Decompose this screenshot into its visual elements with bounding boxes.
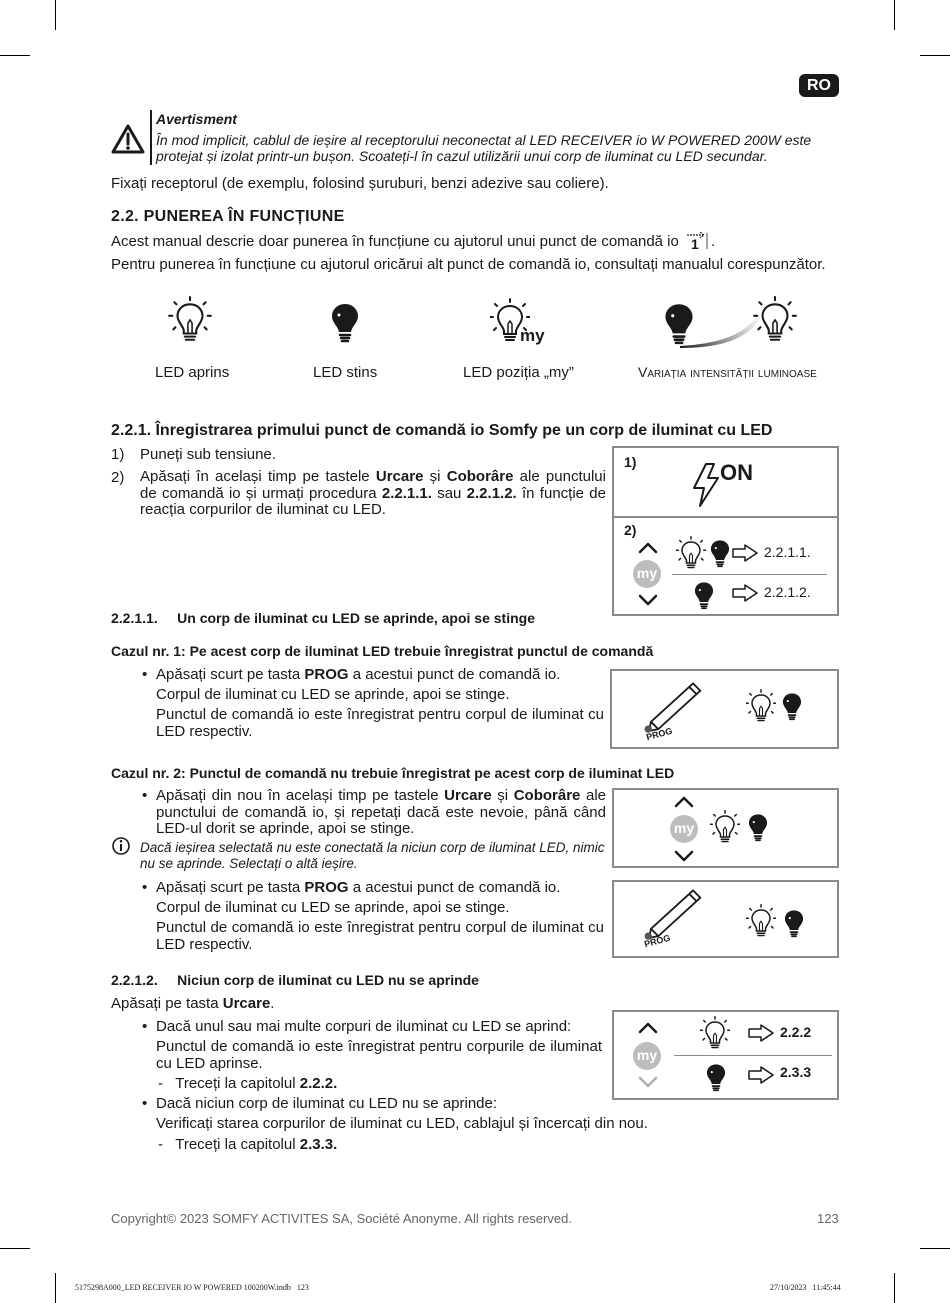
led-off-icon [702,1060,730,1094]
crop-mark [0,1248,30,1249]
down-arrow-icon [638,1076,658,1088]
warning-icon [111,124,145,154]
control-point-icon: 1 [685,234,711,250]
divider [672,574,827,575]
figure-up-result [612,1010,839,1100]
my-button-icon: my [633,1042,661,1070]
led-off-icon [706,536,734,570]
ref-2-2-2: 2.2.2 [780,1024,812,1040]
crop-mark [55,1273,56,1303]
arrow-right-icon [748,1024,774,1042]
step-2-number: 2) [111,469,125,486]
b2-dash: - Treceți la capitolul 2.3.3. [158,1136,338,1153]
case-1-title: Cazul nr. 1: Pe acest corp de iluminat LED trebuie înregistrat punctul de comandă [111,643,654,659]
crop-mark [920,1248,950,1249]
step-1-number: 1) [111,446,125,463]
prog-label: PROG [645,725,674,743]
case-2-bullet-2: • Apăsați scurt pe tasta PROG a acestui punct de comandă io. [156,879,560,896]
led-off-icon [778,689,806,723]
section-2-2-line1: Acest manual descrie doar punerea în funcțiune cu ajutorul unui punct de comandă io 1 . [111,233,716,253]
crop-mark [894,0,895,30]
my-button-icon: my [633,560,661,588]
lightning-icon [692,462,720,508]
pen-icon [640,681,704,737]
warning-rule [150,110,152,165]
crop-mark [0,55,30,56]
print-date: 27/10/2023 11:45:44 [770,1283,841,1292]
arrow-right-icon [748,1066,774,1084]
b1-dash: - Treceți la capitolul 2.2.2. [158,1075,338,1092]
my-button-icon: my [670,815,698,843]
up-arrow-icon [638,542,658,554]
section-2-2-1-1-title: 2.2.1.1. Un corp de iluminat cu LED se aprinde, apoi se stinge [111,610,535,626]
led-on-icon [700,1016,730,1052]
info-icon [111,836,131,856]
fix-text: Fixați receptorul (de exemplu, folosind șuruburi, benzi adezive sau coliere). [111,175,609,192]
figure-cycle [612,788,839,868]
prog-label: PROG [643,932,672,950]
figure-2-label: 2) [624,522,637,538]
up-arrow-icon [638,1022,658,1034]
led-off-icon [780,906,808,940]
warning-text-1: În mod implicit, cablul de ieșire al receptorului neconectat al LED RECEIVER io W POWERED 200W este [156,132,812,148]
warning-title: Avertisment [156,111,237,127]
step-2-text: Apăsați în același timp pe tastele Urcare și Coborâre ale punctului de comandă io și urmați procedura 2.2.1.1. sau 2.2.1.2. în funcție de reacția corpurilor de iluminat cu LED. [140,468,606,518]
section-2-2-line2: Pentru punerea în funcțiune cu ajutorul oricărui alt punct de comandă io, consultați manualul corespunzător. [111,256,826,273]
case-2-bullet-1: • Apăsați din nou în același timp pe tastele Urcare și Coborâre ale punctului de comandă io, și repetați dacă este nevoie, până când LED-ul dorit se aprinde, apoi se stinge. [156,788,606,838]
section-2-2-1-2-title: 2.2.1.2. Niciun corp de iluminat cu LED nu se aprinde [111,972,479,988]
warning-text-2: protejat și izolat printr-un bușon. Scoateți-l în cazul utilizării unui corp de iluminat cu LED secundar. [156,148,768,164]
copyright: Copyright© 2023 SOMFY ACTIVITES SA, Société Anonyme. All rights reserved. [111,1211,572,1226]
b2-bullet: • Dacă niciun corp de iluminat cu LED nu se aprinde: [156,1095,497,1112]
legend-led-on: LED aprins [155,364,230,381]
case-1-line-3: Punctul de comandă io este înregistrat pentru corpul de iluminat cu LED respectiv. [156,706,604,740]
variation-on-icon [753,296,797,346]
crop-mark [894,1273,895,1303]
led-off-icon [744,810,772,844]
case-1-bullet: • Apăsați scurt pe tasta PROG a acestui punct de comandă io. [156,666,560,683]
section-2-2-1-title: 2.2.1. Înregistrarea primului punct de comandă io Somfy pe un corp de iluminat cu LED [111,422,773,439]
file-info: 5175298A000_LED RECEIVER IO W POWERED 100200W.indb 123 [75,1283,309,1292]
ref-2-2-1-2: 2.2.1.2. [764,584,811,600]
figure-prog-2 [612,880,839,958]
pen-icon [640,888,704,944]
led-on-icon [710,810,740,846]
info-text: Dacă ieșirea selectată nu este conectată la niciun corp de iluminat LED, nimic nu se aprinde. Selectați o altă ieșire. [140,840,605,871]
led-off-icon [325,298,365,346]
b2-line-2: Verificați starea corpurilor de iluminat cu LED, cablajul și încercați din nou. [156,1115,648,1132]
press-up-text: Apăsați pe tasta Urcare. [111,995,275,1012]
figure-prog-1 [610,669,839,749]
up-arrow-icon [674,796,694,808]
legend-led-off: LED stins [313,364,378,381]
language-badge: RO [799,74,839,97]
on-label: ON [720,460,753,485]
crop-mark [920,55,950,56]
arrow-right-icon [732,544,758,562]
case-2-line-2: Corpul de iluminat cu LED se aprinde, apoi se stinge. [156,899,510,916]
led-on-icon [168,296,212,346]
led-on-icon [676,536,706,572]
case-2-line-3: Punctul de comandă io este înregistrat pentru corpul de iluminat cu LED respectiv. [156,919,604,953]
b1-bullet: • Dacă unul sau mai multe corpuri de iluminat cu LED se aprind: [156,1018,571,1035]
page-number: 123 [817,1211,839,1226]
figure-1-label: 1) [624,454,637,470]
b1-line-2: Punctul de comandă io este înregistrat pentru corpurile de iluminat cu LED aprinse. [156,1038,602,1072]
divider [674,1055,832,1056]
arrow-right-icon [732,584,758,602]
case-2-title: Cazul nr. 2: Punctul de comandă nu trebuie înregistrat pe acest corp de iluminat LED [111,765,675,781]
section-2-2-title: 2.2. PUNEREA ÎN FUNCȚIUNE [111,208,345,225]
legend-variation: Variația intensității luminoase [638,364,817,380]
case-1-line-2: Corpul de iluminat cu LED se aprinde, apoi se stinge. [156,686,510,703]
down-arrow-icon [674,850,694,862]
ref-2-3-3: 2.3.3 [780,1064,812,1080]
led-on-icon [746,689,776,725]
figure-reaction [612,516,839,616]
ref-2-2-1-1: 2.2.1.1. [764,544,811,560]
crop-mark [55,0,56,30]
figure-power-on [612,446,839,518]
down-arrow-icon [638,594,658,606]
led-my-label: my [520,326,545,345]
led-off-icon [690,578,718,612]
legend-led-my: LED poziția „my” [463,364,574,381]
step-1-text: Puneți sub tensiune. [140,446,276,463]
led-on-icon [746,904,776,940]
